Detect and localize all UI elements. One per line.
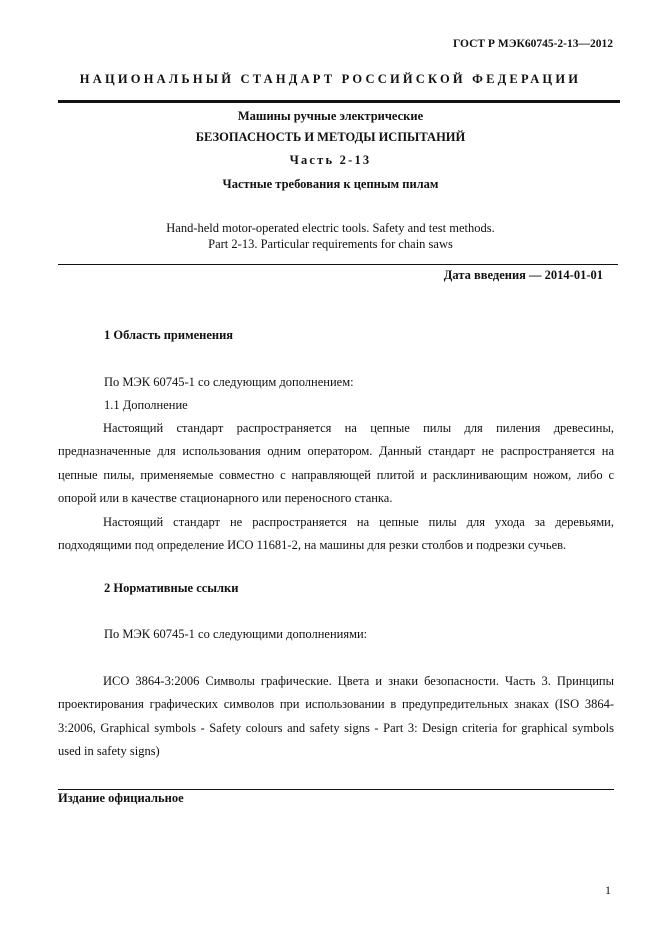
standard-main-heading: БЕЗОПАСНОСТЬ И МЕТОДЫ ИСПЫТАНИЙ bbox=[195, 130, 466, 144]
section-2-reference-paragraph: ИСО 3864-3:2006 Символы графические. Цвета и знаки безопасности. Часть 3. Принципы проектирования графических символов при использовании в предупредительных знаках (ISO 3864-3:2006, Graphical symbols - Safety colours and safety signs - Part 3: Design criteria for graphical symbols used in safety signs) bbox=[58, 674, 614, 759]
document-code: ГОСТ Р МЭК60745-2-13—2012 bbox=[452, 38, 613, 50]
section-1-subclause: 1.1 Дополнение bbox=[104, 398, 188, 412]
english-title-block bbox=[0, 220, 661, 252]
section-1-paragraph-2: Настоящий стандарт не распространяется на цепные пилы для ухода за деревьями, подходящими под определение ИСО 11681-2, на машины для резки столбов и подрезки сучьев. bbox=[58, 515, 614, 553]
footer-divider bbox=[58, 789, 614, 790]
national-standard-title: НАЦИОНАЛЬНЫЙ СТАНДАРТ РОССИЙСКОЙ ФЕДЕРАЦИИ bbox=[79, 72, 582, 86]
section-2-heading: 2 Нормативные ссылки bbox=[104, 581, 239, 595]
section-1-intro-line: По МЭК 60745-1 со следующим дополнением: bbox=[104, 375, 354, 389]
standard-subtitle: Машины ручные электрические bbox=[237, 109, 424, 123]
english-title-line-2: Part 2-13. Particular requirements for chain saws bbox=[208, 237, 453, 251]
particular-requirements-title: Частные требования к цепным пилам bbox=[222, 177, 439, 191]
introduction-date: Дата введения — 2014-01-01 bbox=[443, 268, 603, 282]
section-2-intro-line: По МЭК 60745-1 со следующими дополнениями: bbox=[104, 627, 368, 641]
english-title-line-1: Hand-held motor-operated electric tools. Safety and test methods. bbox=[166, 221, 495, 235]
section-1-paragraph-1: Настоящий стандарт распространяется на цепные пилы для пиления древесины, предназначенные для использования одним оператором. Данный стандарт не распространяется на цепные пилы, применяемые совместно с направляющей плитой и расклинивающим ножом, либо с опорой или в качестве стационарного или переносного станка. bbox=[58, 421, 614, 506]
part-label: Часть 2-13 bbox=[289, 153, 372, 167]
official-edition-label: Издание официальное bbox=[58, 791, 184, 805]
section-1-heading: 1 Область применения bbox=[104, 328, 234, 342]
header-divider bbox=[58, 100, 620, 103]
page-number: 1 bbox=[605, 883, 611, 897]
title-divider bbox=[58, 264, 618, 265]
